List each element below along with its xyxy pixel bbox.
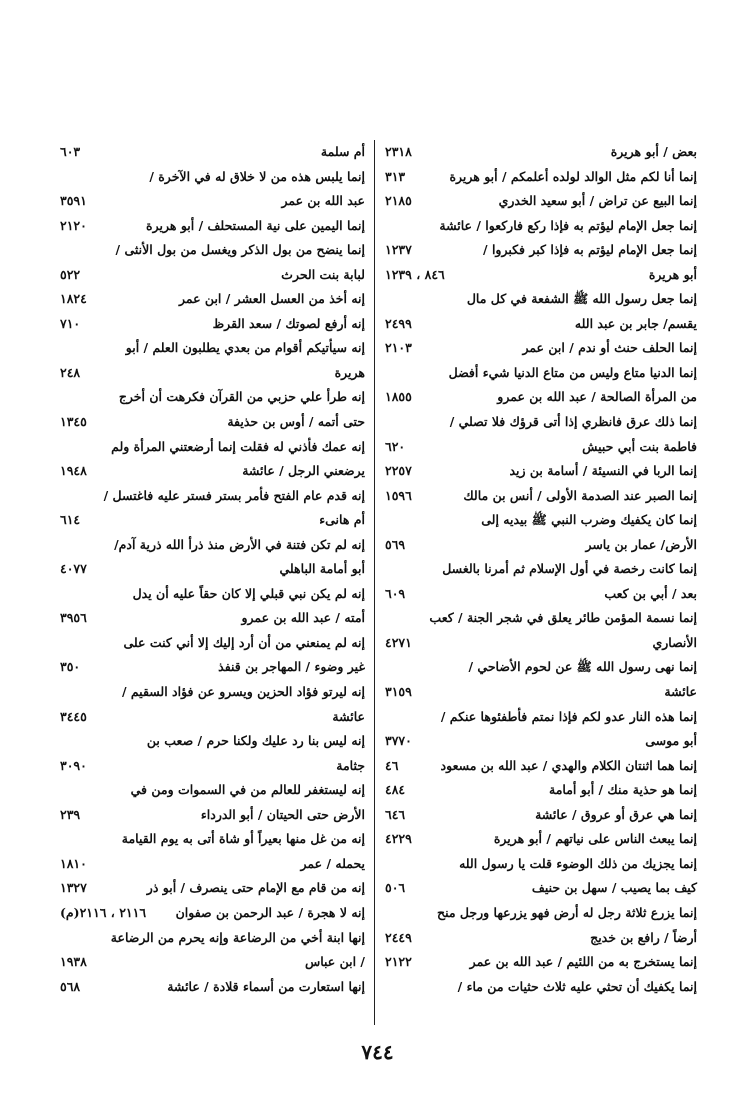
entry-text: إنما كانت رخصة في أول الإسلام ثم أمرنا بالغسل [442, 561, 697, 577]
index-entry [60, 557, 365, 582]
entry-text: غير وضوء / المهاجر بن قنفذ [218, 659, 365, 675]
index-entry [385, 189, 697, 214]
index-entry [385, 484, 697, 509]
index-entry [60, 287, 365, 312]
entry-text: كيف بما يصيب / سهل بن حنيف [531, 880, 697, 896]
entry-reference-number: ٦٠٩ [385, 585, 406, 601]
index-entry [385, 950, 697, 975]
entry-text: عائشة [664, 684, 697, 700]
entry-text: إنه لا هجرة / عبد الرحمن بن صفوان [175, 904, 365, 920]
index-entry [385, 165, 697, 190]
entry-text: إنما الربا في النسيئة / أسامة بن زيد [509, 463, 697, 479]
index-entry [60, 705, 365, 730]
entry-text: إنما يزرع ثلاثة رجل له أرض فهو يزرعها ورجل منح [437, 904, 697, 920]
entry-reference-number: ٢١٢٠ [60, 217, 87, 233]
index-entry [385, 606, 697, 631]
index-entry [385, 508, 697, 533]
entry-text: إنما نهى رسول الله ﷺ عن لحوم الأضاحي / [468, 659, 697, 675]
index-entry [60, 165, 365, 190]
index-entry [60, 189, 365, 214]
index-entry [60, 975, 365, 1000]
entry-text: إنه لم يمنعني من أن أرد إليك إلا أني كنت على [123, 634, 365, 650]
entry-reference-number: ٦٢٠ [385, 438, 406, 454]
index-entry [60, 950, 365, 975]
index-entry [385, 361, 697, 386]
entry-text: أم سلمة [320, 144, 365, 159]
entry-text: إنما الصبر عند الصدمة الأولى / أنس بن مالك [463, 487, 697, 503]
entry-reference-number: ١٩٣٨ [60, 954, 87, 970]
index-entry [385, 680, 697, 705]
index-entry [385, 852, 697, 877]
index-entry [60, 312, 365, 337]
index-entry [385, 803, 697, 828]
entry-reference-number: ٥٦٩ [385, 536, 406, 552]
entry-reference-number: ٢٤٨ [60, 364, 81, 380]
index-entry [385, 459, 697, 484]
entry-text: إنما ذلك عرق فانظري إذا أتى قرؤك فلا تصلي / [449, 414, 697, 430]
index-entry [60, 655, 365, 680]
index-entry [60, 754, 365, 779]
entry-reference-number: ٢١١٦ ، ٢١١٦(م) [60, 904, 147, 920]
entry-text: إنه من غل منها بعيراً أو شاة أتى به يوم القيامة [121, 831, 365, 847]
index-entry [60, 729, 365, 754]
index-entry [60, 606, 365, 631]
entry-text: إنما اليمين على نية المستحلف / أبو هريرة [146, 217, 365, 233]
index-entry [385, 263, 697, 288]
entry-text: حتى أتمه / أوس بن حذيفة [227, 414, 365, 430]
entry-text: من المرأة الصالحة / عبد الله بن عمرو [497, 389, 697, 405]
index-entry [385, 926, 697, 951]
index-entry [385, 582, 697, 607]
index-entry [60, 852, 365, 877]
entry-text: إنه سيأتيكم أقوام من بعدي يطلبون العلم / أبو [125, 340, 365, 356]
index-column-right [385, 140, 697, 999]
entry-text: بعد / أبي بن كعب [604, 585, 697, 601]
entry-reference-number: ٢٤٩٩ [385, 315, 412, 331]
entry-text: عبد الله بن عمر [281, 193, 365, 209]
index-entry [60, 459, 365, 484]
index-entry [385, 214, 697, 239]
index-column-left [60, 140, 365, 999]
index-entry [60, 435, 365, 460]
index-entry [385, 876, 697, 901]
entry-reference-number: ١٢٣٧ [385, 242, 412, 258]
index-entry [60, 778, 365, 803]
index-entry [60, 385, 365, 410]
index-entry [385, 336, 697, 361]
index-entry [385, 533, 697, 558]
entry-text: إنما جعل رسول الله ﷺ الشفعة في كل مال [466, 291, 697, 307]
entry-text: إنما جعل الإمام ليؤتم به فإذا ركع فاركعوا / عائشة [439, 217, 697, 233]
entry-reference-number: ١٣٢٧ [60, 880, 87, 896]
entry-text: إنه ليرتو فؤاد الحزين ويسرو عن فؤاد السقيم / [121, 684, 365, 700]
index-entry [385, 655, 697, 680]
index-entry [385, 705, 697, 730]
index-entry [60, 582, 365, 607]
entry-text: إنما ينضح من بول الذكر ويغسل من بول الأنثى / [115, 242, 365, 258]
entry-text: إنه عمك فأذني له فقلت إنما أرضعتني المرأة ولم [111, 438, 365, 454]
entry-text: إنه قدم عام الفتح فأمر بستر فستر عليه فاغتسل / [103, 487, 365, 503]
entry-reference-number: ١٥٩٦ [385, 487, 412, 503]
entry-text: إنما أنا لكم مثل الوالد لولده أعلمكم / أبو هريرة [449, 168, 697, 184]
entry-reference-number: ٦١٤ [60, 512, 81, 528]
entry-text: الأرض حتى الحيتان / أبو الدرداء [200, 806, 365, 822]
entry-text: إنما هو حذية منك / أبو أمامة [549, 782, 697, 798]
entry-text: يحمله / عمر [300, 855, 365, 871]
index-entry [385, 754, 697, 779]
entry-reference-number: ٦٤٦ [385, 806, 406, 822]
entry-reference-number: ٣١٥٩ [385, 684, 412, 700]
entry-reference-number: ٥٠٦ [385, 880, 406, 896]
entry-text: بعض / أبو هريرة [610, 144, 697, 159]
entry-text: إنما الدنيا متاع وليس من متاع الدنيا شيء أفضل [448, 364, 697, 380]
entry-reference-number: ١٣٤٥ [60, 414, 87, 430]
index-entry [385, 312, 697, 337]
entry-text: إنه أرفع لصوتك / سعد القرظ [212, 315, 365, 331]
entry-reference-number: ٤٦ [385, 757, 399, 773]
entry-text: أبو هريرة [648, 266, 697, 282]
column-divider [374, 140, 375, 1025]
index-entry [60, 926, 365, 951]
entry-text: إنما جعل الإمام ليؤتم به فإذا كبر فكبروا / [483, 242, 697, 258]
index-entry [385, 385, 697, 410]
entry-reference-number: ٣٤٤٥ [60, 708, 87, 724]
index-entry [60, 140, 365, 165]
index-entry [385, 140, 697, 165]
entry-reference-number: ٢٣٩ [60, 806, 81, 822]
entry-text: إنه من قام مع الإمام حتى ينصرف / أبو ذر [146, 880, 365, 896]
index-entry [385, 729, 697, 754]
index-entry [60, 263, 365, 288]
entry-reference-number: ٣٠٩٠ [60, 757, 87, 773]
entry-text: إنه ليس بنا رد عليك ولكنا حرم / صعب بن [146, 733, 365, 749]
entry-reference-number: ٣٧٧٠ [385, 733, 412, 749]
index-entry [385, 975, 697, 1000]
entry-text: إنما يكفيك أن تحثي عليه ثلاث حثيات من ماء / [457, 978, 697, 994]
index-entry [385, 287, 697, 312]
entry-reference-number: ٤٨٤ [385, 782, 406, 798]
entry-text: إنه لم يكن نبي قبلي إلا كان حقاً عليه أن يدل [132, 585, 365, 601]
index-entry [60, 876, 365, 901]
index-entry [60, 410, 365, 435]
entry-reference-number: ١٩٤٨ [60, 463, 87, 479]
entry-text: جثامة [336, 757, 365, 773]
entry-text: إنما نسمة المؤمن طائر يعلق في شجر الجنة / كعب [429, 610, 697, 626]
index-entry [385, 435, 697, 460]
index-entry [60, 901, 365, 926]
entry-text: أمته / عبد الله بن عمرو [241, 610, 365, 626]
entry-reference-number: ١٨٥٥ [385, 389, 412, 405]
entry-reference-number: ٢٢٥٧ [385, 463, 412, 479]
entry-text: إنه لم تكن فتنة في الأرض منذ ذرأ الله ذرية آدم/ [114, 536, 365, 552]
entry-reference-number: ٨٤٦ ، ١٢٣٩ [385, 266, 445, 282]
entry-text: إنها ابنة أخي من الرضاعة وإنه يحرم من الرضاعة [110, 929, 365, 945]
entry-reference-number: ٢١٠٣ [385, 340, 412, 356]
index-entry [60, 336, 365, 361]
entry-reference-number: ٢٣١٨ [385, 144, 412, 159]
entry-text: إنما يبعث الناس على نياتهم / أبو هريرة [493, 831, 697, 847]
entry-text: إنها استعارت من أسماء قلادة / عائشة [167, 978, 365, 994]
entry-text: أم هانىء [319, 512, 365, 528]
entry-reference-number: ٥٦٨ [60, 978, 81, 994]
entry-text: فاطمة بنت أبي حبيش [582, 438, 697, 454]
entry-reference-number: ١٨٢٤ [60, 291, 87, 307]
entry-text: إنما الحلف حنث أو ندم / ابن عمر [522, 340, 697, 356]
entry-reference-number: ٥٢٢ [60, 266, 81, 282]
entry-text: إنه أخذ من العسل العشر / ابن عمر [179, 291, 365, 307]
entry-reference-number: ٧١٠ [60, 315, 81, 331]
entry-reference-number: ٣٥٩١ [60, 193, 87, 209]
entry-text: إنه ليستغفر للعالم من في السموات ومن في [130, 782, 365, 798]
index-entry [385, 901, 697, 926]
entry-text: يقسم/ جابر بن عبد الله [574, 315, 697, 331]
entry-text: أرضاً / رافع بن خديج [590, 929, 697, 945]
entry-reference-number: ٢١٢٢ [385, 954, 412, 970]
entry-text: الأنصاري [652, 634, 697, 650]
entry-text: لبابة بنت الحرث [281, 266, 365, 282]
index-entry [60, 533, 365, 558]
index-entry [60, 238, 365, 263]
entry-text: عائشة [332, 708, 365, 724]
entry-text: إنما يجزيك من ذلك الوضوء قلت يا رسول الله [459, 855, 697, 871]
index-entry [60, 484, 365, 509]
index-entry [60, 361, 365, 386]
index-entry [385, 557, 697, 582]
entry-text: يرضعني الرجل / عائشة [242, 463, 365, 479]
entry-text: إنما هما اثنتان الكلام والهدي / عبد الله بن مسعود [440, 757, 697, 773]
index-entry [385, 827, 697, 852]
entry-text: هريرة [334, 364, 365, 380]
entry-reference-number: ٦٠٣ [60, 144, 81, 159]
entry-reference-number: ٢٤٤٩ [385, 929, 412, 945]
entry-reference-number: ٤٢٢٩ [385, 831, 412, 847]
index-entry [385, 778, 697, 803]
index-entry [60, 508, 365, 533]
index-entry [60, 803, 365, 828]
entry-text: الأرض/ عمار بن ياسر [585, 536, 697, 552]
index-entry [60, 214, 365, 239]
entry-text: إنه طرأ علي حزبي من القرآن فكرهت أن أخرج [118, 389, 365, 405]
entry-reference-number: ٤٢٧١ [385, 634, 412, 650]
entry-text: إنما البيع عن تراض / أبو سعيد الخدري [498, 193, 697, 209]
index-entry [385, 238, 697, 263]
index-entry [60, 827, 365, 852]
entry-text: إنما هي عرق أو عروق / عائشة [535, 806, 697, 822]
entry-text: إنما يلبس هذه من لا خلاق له في الآخرة / [149, 168, 365, 184]
index-entry [60, 680, 365, 705]
entry-text: إنما هذه النار عدو لكم فإذا نمتم فأطفئوها عنكم / [440, 708, 697, 724]
entry-text: إنما يستخرج به من اللئيم / عبد الله بن عمر [469, 954, 697, 970]
entry-text: / ابن عباس [304, 954, 365, 970]
entry-reference-number: ٣٩٥٦ [60, 610, 87, 626]
entry-reference-number: ٤٠٧٧ [60, 561, 87, 577]
index-entry [385, 631, 697, 656]
index-entry [60, 631, 365, 656]
entry-text: إنما كان يكفيك وضرب النبي ﷺ بيديه إلى [481, 512, 697, 528]
page-number: ٧٤٤ [361, 1040, 394, 1064]
entry-text: أبو موسى [645, 733, 697, 749]
entry-text: أبو أمامة الباهلي [279, 561, 365, 577]
entry-reference-number: ٣١٣ [385, 168, 406, 184]
entry-reference-number: ٣٥٠ [60, 659, 81, 675]
index-entry [385, 410, 697, 435]
entry-reference-number: ١٨١٠ [60, 855, 87, 871]
entry-reference-number: ٢١٨٥ [385, 193, 412, 209]
